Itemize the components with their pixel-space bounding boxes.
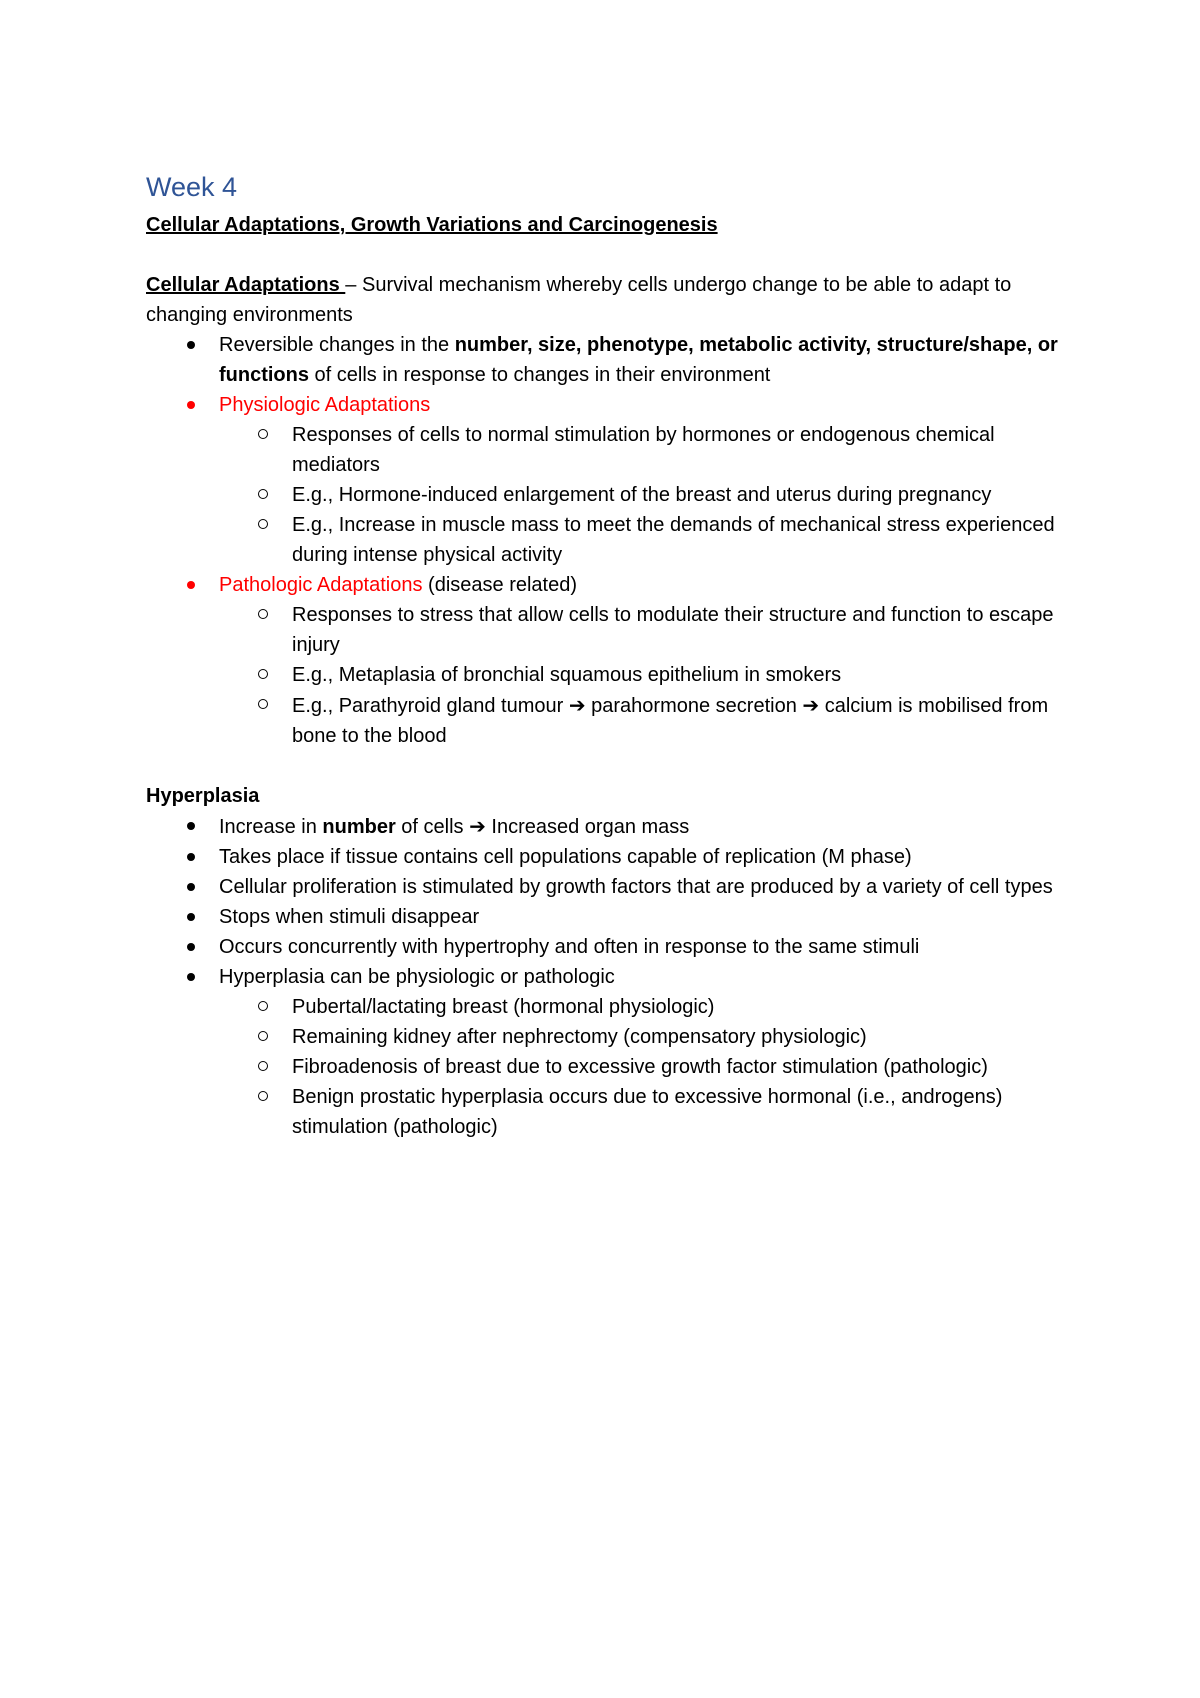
arrow-icon: ➔ — [568, 693, 586, 717]
list-item: Occurs concurrently with hypertrophy and often in response to the same stimuli — [146, 932, 1076, 962]
circle-bullet-icon — [258, 1031, 268, 1041]
sub-list-item: E.g., Metaplasia of bronchial squamous epithelium in smokers — [146, 660, 1076, 690]
cellular-adaptations-text: – Survival mechanism whereby cells undergo change to be able to adapt to changing environments — [146, 274, 1012, 326]
sub-list-item: E.g., Hormone-induced enlargement of the breast and uterus during pregnancy — [146, 480, 1076, 510]
circle-bullet-icon — [258, 519, 268, 529]
circle-bullet-icon — [258, 429, 268, 439]
sub-list-item: Responses to stress that allow cells to modulate their structure and function to escape injury — [146, 600, 1076, 660]
list-item-pathologic: Pathologic Adaptations (disease related) — [146, 570, 1076, 600]
cellular-adaptations-list — [146, 330, 1076, 751]
document-page — [146, 170, 1076, 1142]
circle-bullet-icon — [258, 1061, 268, 1071]
bullet-icon — [187, 853, 195, 861]
circle-bullet-icon — [258, 1001, 268, 1011]
bullet-icon — [187, 581, 195, 589]
sub-list-item: Pubertal/lactating breast (hormonal physiologic) — [146, 992, 1076, 1022]
bullet-icon — [187, 913, 195, 921]
bullet-icon — [187, 401, 195, 409]
circle-bullet-icon — [258, 609, 268, 619]
list-item: Cellular proliferation is stimulated by growth factors that are produced by a variety of cell types — [146, 872, 1076, 902]
arrow-icon: ➔ — [469, 814, 486, 838]
sub-list-item: Remaining kidney after nephrectomy (compensatory physiologic) — [146, 1022, 1076, 1052]
document-subtitle: Cellular Adaptations, Growth Variations and Carcinogenesis — [146, 214, 718, 236]
bullet-icon — [187, 341, 195, 349]
circle-bullet-icon — [258, 669, 268, 679]
hyperplasia-list — [146, 811, 1076, 1142]
list-item: Increase in number of cells ➔ Increased organ mass — [146, 811, 1076, 842]
sub-list-item: E.g., Parathyroid gland tumour ➔ parahormone secretion ➔ calcium is mobilised from bone to the blood — [146, 690, 1076, 751]
list-item: Takes place if tissue contains cell populations capable of replication (M phase) — [146, 842, 1076, 872]
circle-bullet-icon — [258, 699, 268, 709]
bullet-icon — [187, 943, 195, 951]
bullet-icon — [187, 973, 195, 981]
list-item: Reversible changes in the number, size, phenotype, metabolic activity, structure/shape, or functions of cells in response to changes in their environment — [146, 330, 1076, 390]
cellular-adaptations-term: Cellular Adaptations — [146, 274, 346, 296]
sub-list-item: E.g., Increase in muscle mass to meet the demands of mechanical stress experienced during intense physical activity — [146, 510, 1076, 570]
list-item: Hyperplasia can be physiologic or pathologic — [146, 962, 1076, 992]
sub-list-item: Responses of cells to normal stimulation by hormones or endogenous chemical mediators — [146, 420, 1076, 480]
circle-bullet-icon — [258, 1091, 268, 1101]
cellular-adaptations-definition — [146, 270, 1076, 330]
week-title: Week 4 — [146, 172, 238, 202]
bullet-icon — [187, 822, 195, 830]
arrow-icon: ➔ — [802, 693, 820, 717]
hyperplasia-heading: Hyperplasia — [146, 785, 260, 807]
list-item-physiologic: Physiologic Adaptations — [146, 390, 1076, 420]
list-item: Stops when stimuli disappear — [146, 902, 1076, 932]
bullet-icon — [187, 883, 195, 891]
sub-list-item: Benign prostatic hyperplasia occurs due to excessive hormonal (i.e., androgens) stimulation (pathologic) — [146, 1082, 1076, 1142]
circle-bullet-icon — [258, 489, 268, 499]
sub-list-item: Fibroadenosis of breast due to excessive growth factor stimulation (pathologic) — [146, 1052, 1076, 1082]
